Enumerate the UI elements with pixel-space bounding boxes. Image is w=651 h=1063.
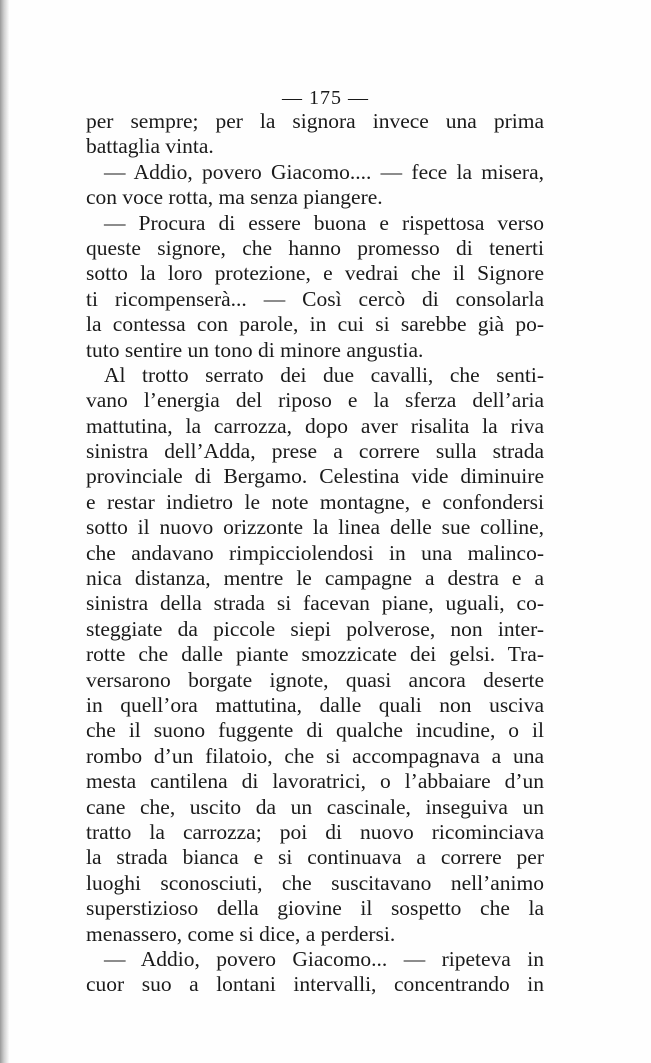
text-line: — Addio, povero Giacomo.... — fece la misera,: [104, 159, 544, 184]
text-line: che andavano rimpicciolendosi in una malinco-: [86, 540, 544, 565]
text-line: vano l’energia del riposo e la sferza dell’aria: [86, 388, 544, 413]
text-line: provinciale di Bergamo. Celestina vide diminuire: [86, 464, 544, 489]
text-line: con voce rotta, ma senza piangere.: [86, 185, 383, 210]
text-line: ti ricompenserà... — Così cercò di consolarla: [86, 286, 544, 311]
text-line: — Procura di essere buona e rispettosa verso: [104, 210, 544, 235]
text-line: la contessa con parole, in cui si sarebbe già po-: [86, 312, 544, 337]
page-number: — 175 —: [282, 87, 369, 109]
text-line: luoghi sconosciuti, che suscitavano nell’animo: [86, 870, 544, 895]
text-line: Al trotto serrato dei due cavalli, che senti-: [104, 362, 544, 387]
text-line: nica distanza, mentre le campagne a destra e a: [86, 566, 544, 591]
text-line: che il suono fuggente di qualche incudine, o il: [86, 718, 544, 743]
text-line: tuto sentire un tono di minore angustia.: [86, 337, 424, 362]
text-line: superstizioso della giovine il sospetto che la: [86, 896, 544, 921]
text-line: queste signore, che hanno promesso di tenerti: [86, 235, 544, 260]
text-line: sinistra della strada si facevan piane, uguali, co-: [86, 591, 544, 616]
text-line: cuor suo a lontani intervalli, concentrando in: [86, 972, 544, 997]
text-line: per sempre; per la signora invece una prima: [86, 109, 544, 133]
text-line: battaglia vinta.: [86, 134, 214, 159]
text-line: rotte che dalle piante smozzicate dei gelsi. Tra-: [86, 642, 544, 667]
text-line: cane che, uscito da un cascinale, inseguiva un: [86, 794, 544, 819]
text-line: menassero, come si dice, a perdersi.: [86, 921, 396, 946]
text-line: sotto la loro protezione, e vedrai che il Signore: [86, 261, 544, 286]
text-line: sotto il nuovo orizzonte la linea delle sue colline,: [86, 515, 544, 540]
text-line: steggiate da piccole siepi polverose, non inter-: [86, 616, 544, 641]
text-line: rombo d’un filatoio, che si accompagnava a una: [86, 743, 544, 768]
text-line: e restar indietro le note montagne, e confondersi: [86, 489, 544, 514]
text-line: sinistra dell’Adda, prese a correre sulla strada: [86, 439, 544, 464]
text-line: tratto la carrozza; poi di nuovo ricominciava: [86, 819, 544, 844]
text-line: la strada bianca e si continuava a correre per: [86, 845, 544, 870]
text-line: in quell’ora mattutina, dalle quali non usciva: [86, 692, 544, 717]
text-line: mattutina, la carrozza, dopo aver risalita la riva: [86, 413, 544, 438]
text-line: mesta cantilena di lavoratrici, o l’abbaiare d’un: [86, 769, 544, 794]
body-text: [86, 109, 544, 998]
text-line: versarono borgate ignote, quasi ancora deserte: [86, 667, 544, 692]
page-binding-edge: [0, 0, 9, 1063]
text-line: — Addio, povero Giacomo... — ripeteva in: [104, 946, 544, 971]
